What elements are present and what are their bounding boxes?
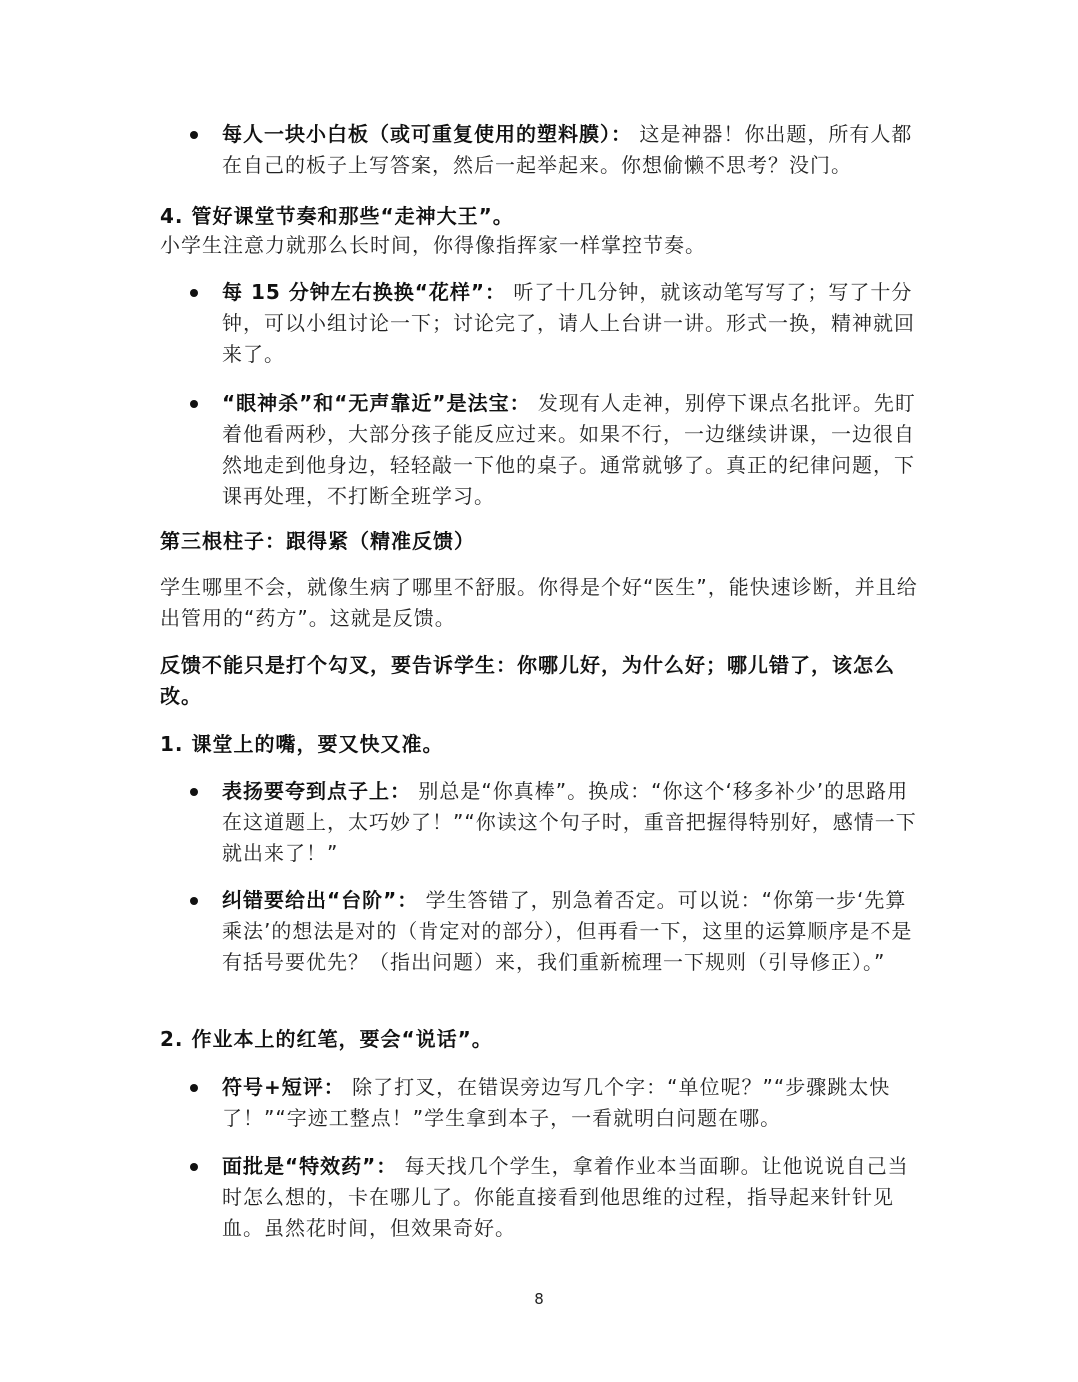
bullet-icon (190, 1163, 198, 1171)
section-heading: 4. 管好课堂节奏和那些“走神大王”。 (160, 204, 514, 228)
bullet-icon (190, 897, 198, 905)
section-heading: 第三根柱子：跟得紧（精准反馈） (160, 529, 475, 553)
list-item-text: 这是神器！你出题，所有人都在自己的板子上写答案，然后一起举起来。你想偷懒不思考？没门。 (222, 122, 913, 177)
list-item-text: 别总是“你真棒”。换成：“你这个‘移多补少’的思路用在这道题上，太巧妙了！”“你读这个句子时，重音把握得特别好，感情一下就出来了！” (222, 779, 917, 865)
bullet-icon (190, 1084, 198, 1092)
list-item-lead: 面批是“特效药”： (222, 1154, 398, 1178)
list-item (222, 1151, 927, 1244)
list-item (222, 277, 927, 370)
list-item-lead: 每人一块小白板（或可重复使用的塑料膜）： (222, 122, 632, 146)
list-item (222, 388, 927, 512)
list-item (222, 1072, 927, 1134)
section-heading: 反馈不能只是打个勾叉，要告诉学生：你哪儿好，为什么好；哪儿错了，该怎么改。 (160, 653, 895, 708)
paragraph: 学生哪里不会，就像生病了哪里不舒服。你得是个好“医生”，能快速诊断，并且给出管用的“药方”。这就是反馈。 (160, 575, 918, 630)
list-item-lead: 表扬要夸到点子上： (222, 779, 411, 803)
page-number: 8 (534, 1290, 544, 1308)
list-item-text: 除了打叉，在错误旁边写几个字：“单位呢？”“步骤跳太快了！”“字迹工整点！”学生拿到本子，一看就明白问题在哪。 (222, 1075, 891, 1130)
section-heading: 2. 作业本上的红笔，要会“说话”。 (160, 1027, 493, 1051)
bullet-icon (190, 788, 198, 796)
bullet-icon (190, 131, 198, 139)
list-item-text: 发现有人走神，别停下课点名批评。先盯着他看两秒，大部分孩子能反应过来。如果不行，一边继续讲课，一边很自然地走到他身边，轻轻敲一下他的桌子。通常就够了。真正的纪律问题，下课再处理，不打断全班学习。 (222, 391, 916, 508)
section-heading: 1. 课堂上的嘴，要又快又准。 (160, 732, 444, 756)
list-item-text: 每天找几个学生，拿着作业本当面聊。让他说说自己当时怎么想的，卡在哪儿了。你能直接看到他思维的过程，指导起来针针见血。虽然花时间，但效果奇好。 (222, 1154, 909, 1240)
list-item-lead: 符号+短评： (222, 1075, 345, 1099)
bullet-icon (190, 289, 198, 297)
list-item-lead: 纠错要给出“台阶”： (222, 888, 419, 912)
list-item-text: 听了十几分钟，就该动笔写写了；写了十分钟，可以小组讨论一下；讨论完了，请人上台讲一讲。形式一换，精神就回来了。 (222, 280, 915, 366)
list-item-text: 学生答错了，别急着否定。可以说：“你第一步‘先算乘法’的想法是对的（肯定对的部分），但再看一下，这里的运算顺序是不是有括号要优先？（指出问题）来，我们重新梳理一下规则（引导修正）。” (222, 888, 913, 974)
list-item-lead: “眼神杀”和“无声靠近”是法宝： (222, 391, 531, 415)
list-item (222, 885, 927, 978)
list-item (222, 119, 927, 181)
list-item (222, 776, 927, 869)
list-item-lead: 每 15 分钟左右换换“花样”： (222, 280, 507, 304)
paragraph: 小学生注意力就那么长时间，你得像指挥家一样掌控节奏。 (160, 233, 706, 257)
bullet-icon (190, 400, 198, 408)
